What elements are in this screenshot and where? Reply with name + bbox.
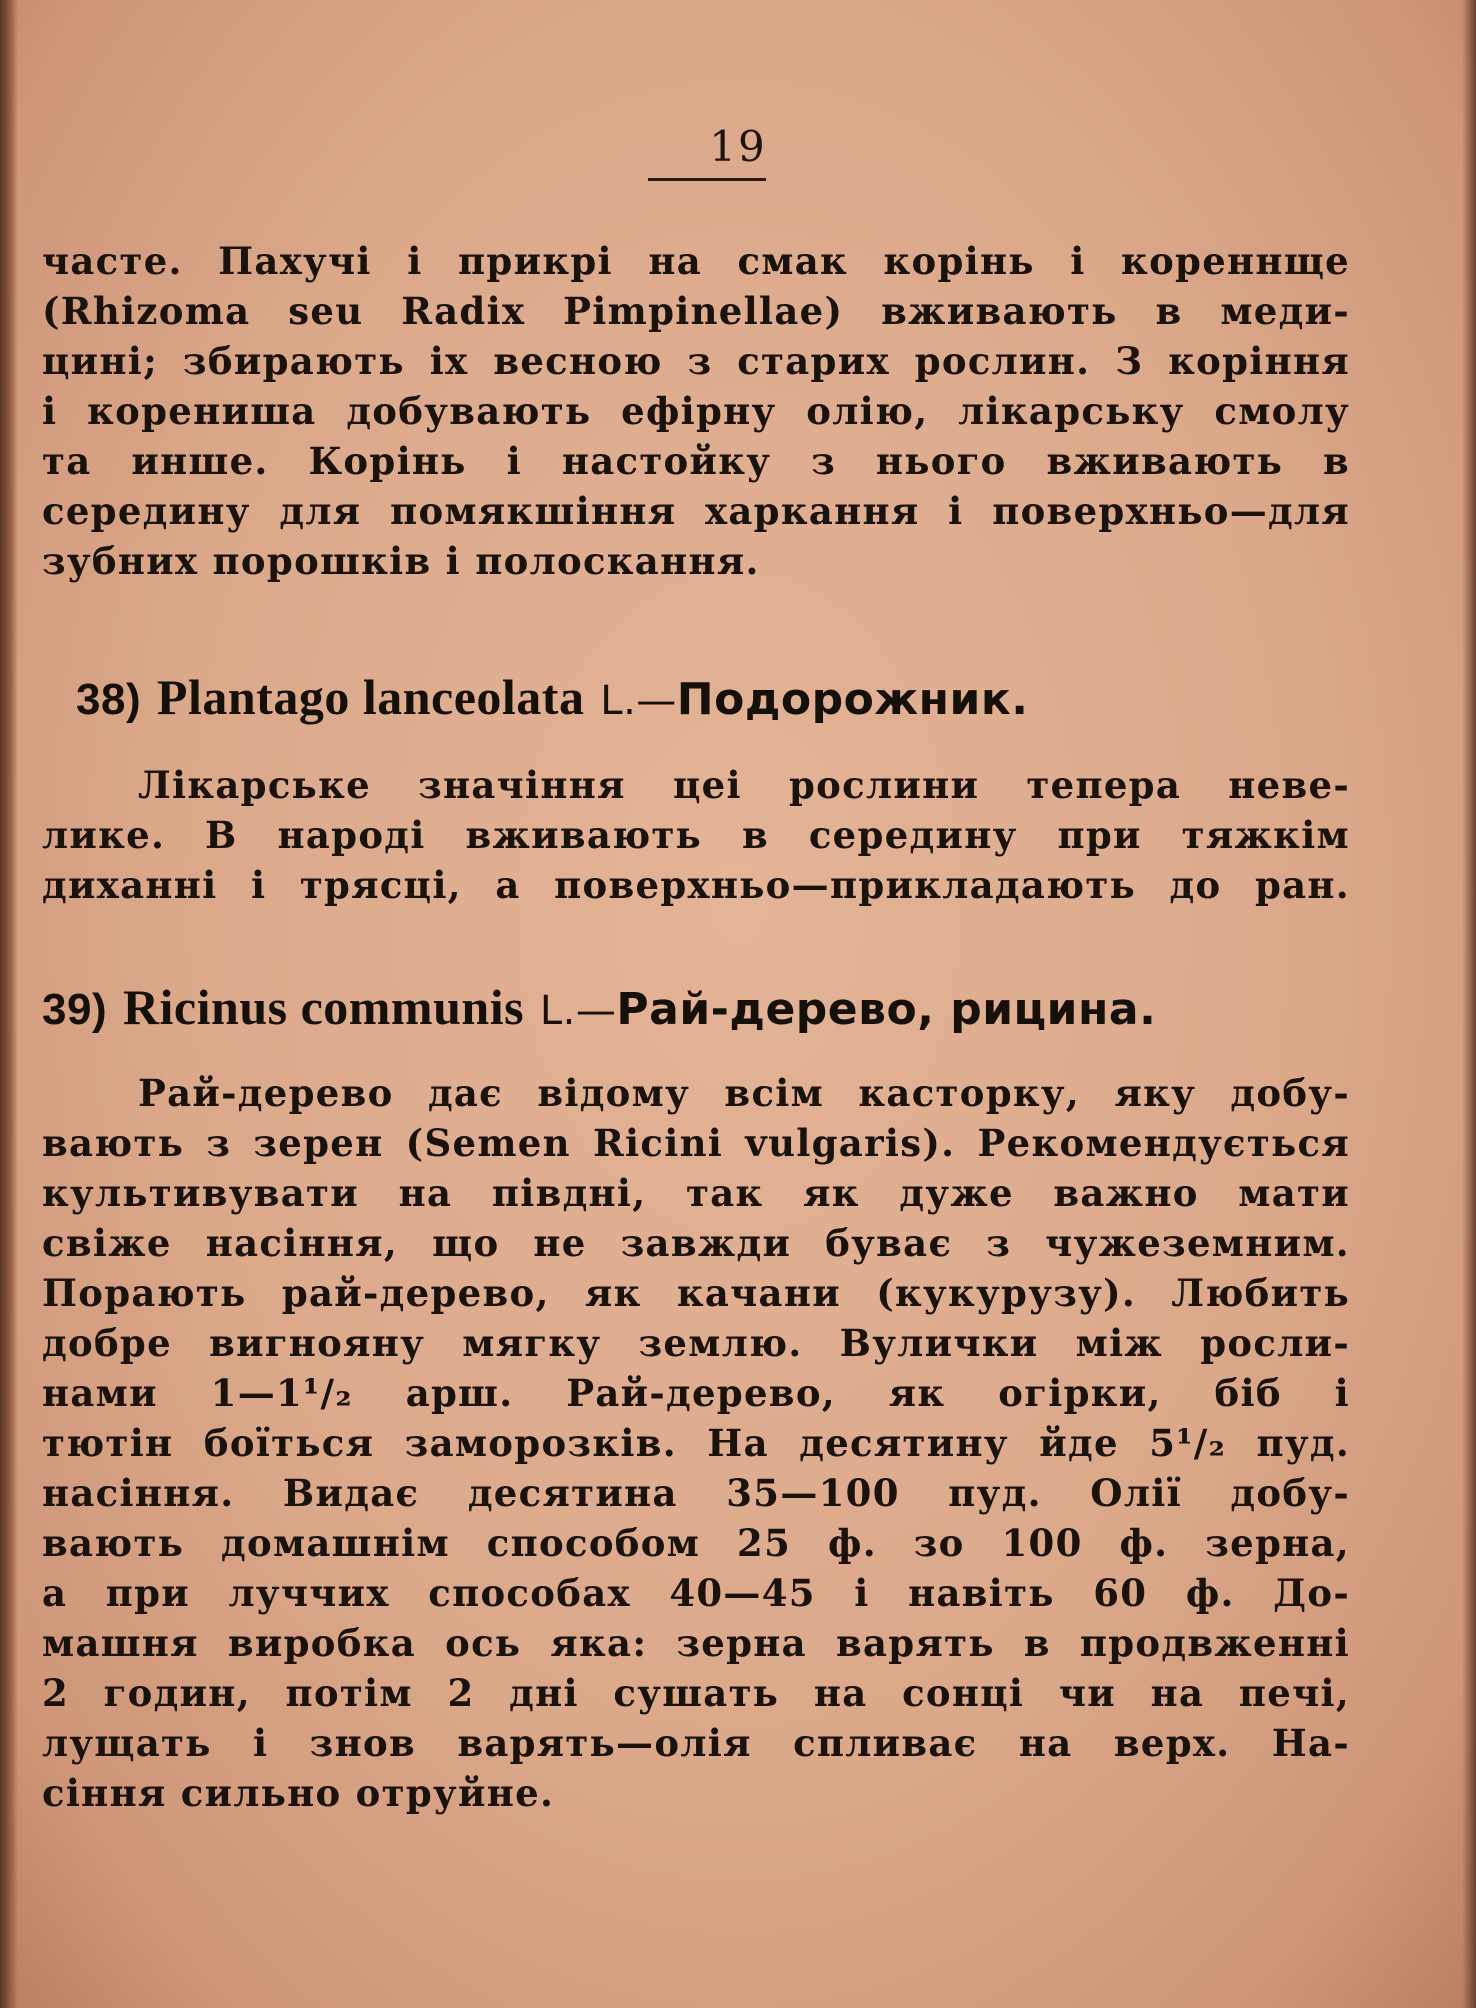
- text-line: диханні і трясці, а поверхньо—прикладають до ран.: [42, 863, 1350, 907]
- page-binding-edge: [0, 0, 18, 2008]
- text-line: та инше. Корінь і настойку з нього вживають в: [42, 439, 1350, 483]
- section-39-body: [42, 1068, 1350, 1818]
- text-line: і корениша добувають ефірну олію, лікарську смолу: [42, 389, 1350, 433]
- text-line: машня виробка ось яка: зерна варять в продвженні: [42, 1621, 1350, 1665]
- text-line: культивувати на півдні, так як дуже важно мати: [42, 1171, 1350, 1215]
- text-line: Порають рай-дерево, як качани (кукурузу). Любить: [42, 1271, 1350, 1315]
- text-line: часте. Пахучі і прикрі на смак корінь і кореннще: [42, 239, 1350, 283]
- text-line: вають з зерен (Semen Ricini vulgaris). Рекомендується: [42, 1121, 1350, 1165]
- text-line: тютін боїться заморозків. На десятину йде 5¹/₂ пуд.: [42, 1421, 1350, 1465]
- text-line: нами 1—1¹/₂ арш. Рай-дерево, як огірки, біб і: [42, 1371, 1350, 1415]
- paragraph-continuation: [42, 236, 1350, 586]
- text-line: лике. В народі вживають в середину при тяжкім: [42, 813, 1350, 857]
- common-name: Подорожник.: [676, 674, 1029, 725]
- author-abbreviation: L.—: [600, 678, 677, 724]
- page-number-underline: [648, 178, 766, 181]
- section-number: 39): [42, 985, 108, 1034]
- latin-name: Ricinus communis: [122, 979, 525, 1035]
- text-line: середину для помякшіння харкання і поверхньо—для: [42, 489, 1350, 533]
- text-line: Лікарське значіння цеі рослини тепера неве-: [138, 763, 1350, 807]
- text-line: 2 годин, потім 2 дні сушать на сонці чи на печі,: [42, 1671, 1350, 1715]
- author-abbreviation: L.—: [539, 988, 617, 1034]
- section-39-heading: [42, 978, 1350, 1036]
- text-line: сіння сильно отруйне.: [42, 1771, 555, 1815]
- text-line: цині; збирають іх весною з старих рослин. З коріння: [42, 339, 1350, 383]
- latin-name: Plantago lanceolata: [156, 669, 585, 725]
- text-line: вають домашнім способом 25 ф. зо 100 ф. зерна,: [42, 1521, 1350, 1565]
- common-name: Рай-дерево, рицина.: [616, 984, 1157, 1035]
- section-38-body: [42, 760, 1350, 910]
- text-line: добре вигнояну мягку землю. Вулички між росли-: [42, 1321, 1350, 1365]
- text-line: зубних порошків і полоскання.: [42, 539, 760, 583]
- text-line: (Rhizoma seu Radix Pimpinellae) вживають в меди-: [42, 289, 1350, 333]
- text-line: насіння. Видає десятина 35—100 пуд. Олії добу-: [42, 1471, 1350, 1515]
- page-outer-edge: [1462, 0, 1476, 2008]
- section-number: 38): [76, 675, 142, 724]
- text-line: лущать і знов варять—олія спливає на верх. На-: [42, 1721, 1350, 1765]
- text-line: свіже насіння, що не завжди буває з чужеземним.: [42, 1221, 1350, 1265]
- section-38-heading: [76, 668, 1384, 726]
- text-line: Рай-дерево дає відому всім касторку, яку добу-: [138, 1071, 1350, 1115]
- text-line: а при луччих способах 40—45 і навіть 60 ф. До-: [42, 1571, 1350, 1615]
- page-number: 19: [709, 122, 767, 171]
